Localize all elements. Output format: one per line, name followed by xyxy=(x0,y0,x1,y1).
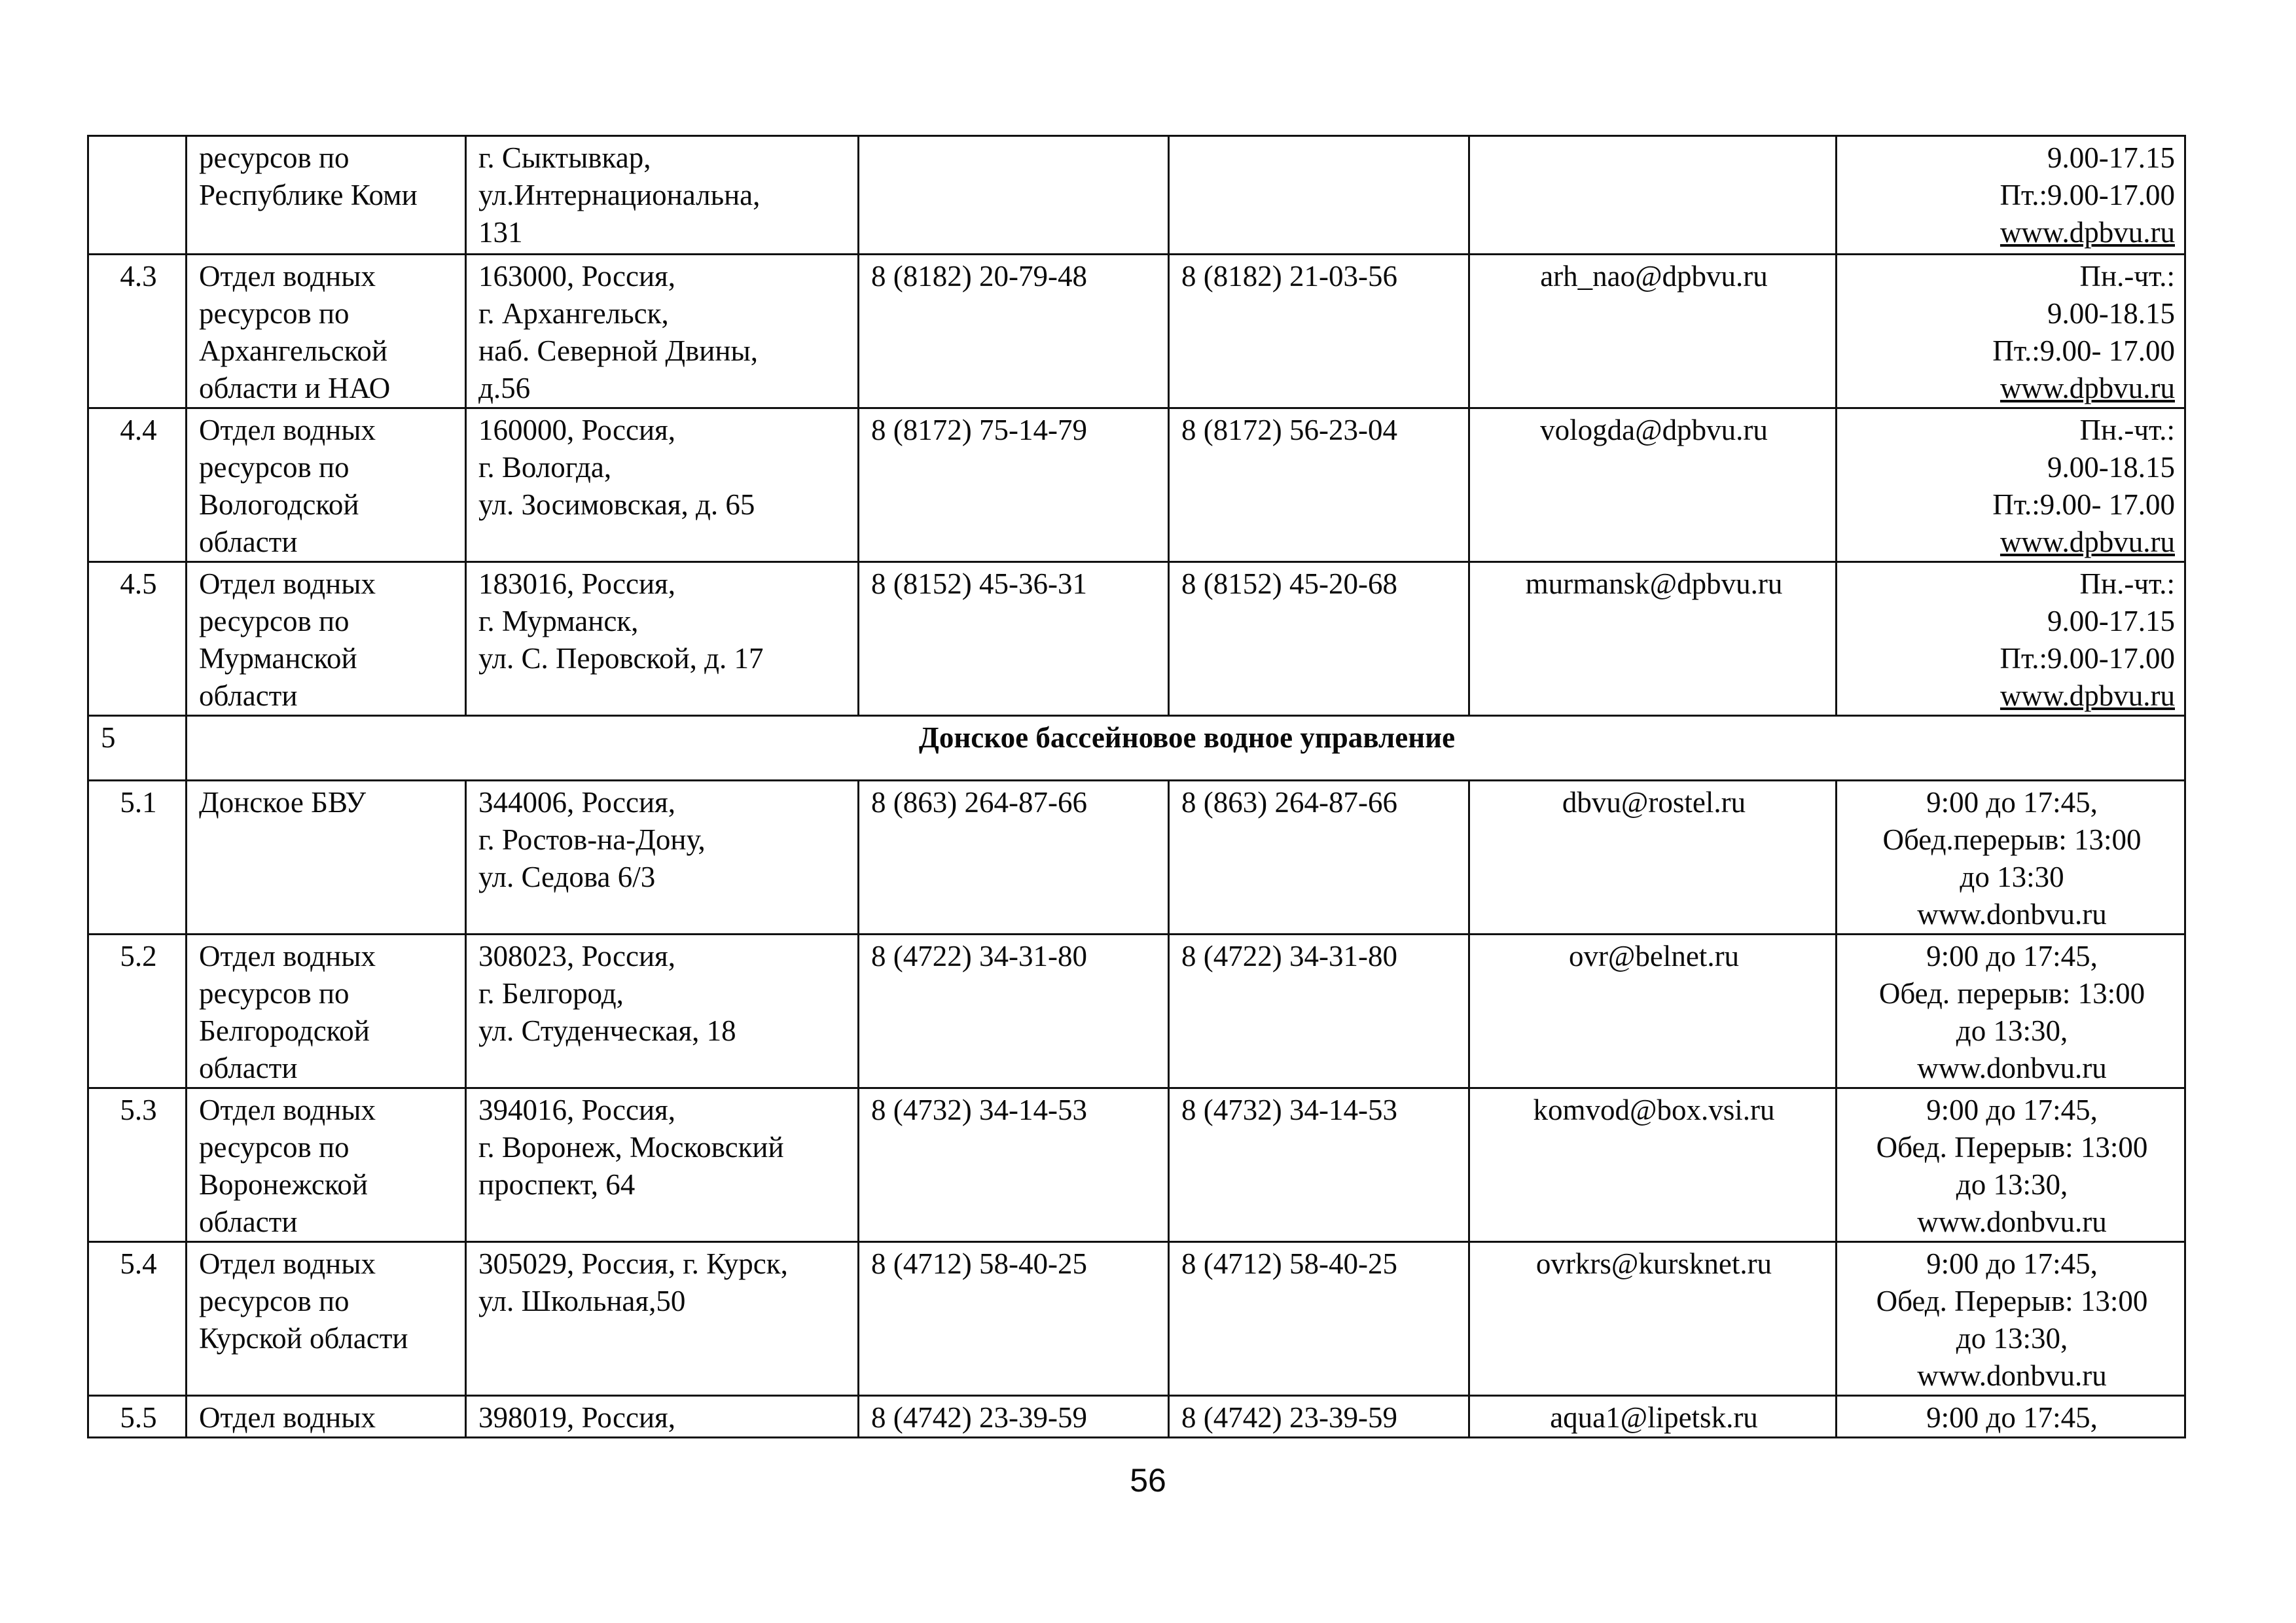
office-address: 305029, Россия, г. Курск, ул. Школьная,50 xyxy=(466,1242,859,1396)
working-hours: 9:00 до 17:45, Обед. Перерыв: 13:00 до 13:30, www.donbvu.ru xyxy=(1837,1088,2185,1242)
fax-number: 8 (863) 264-87-66 xyxy=(1169,781,1469,935)
row-number: 4.3 xyxy=(88,255,187,408)
table-row xyxy=(88,562,2185,716)
row-number: 5.2 xyxy=(88,935,187,1088)
office-name: Отдел водных ресурсов по Мурманской области xyxy=(187,562,466,716)
fax-number xyxy=(1169,136,1469,255)
office-name: Отдел водных ресурсов по Архангельской области и НАО xyxy=(187,255,466,408)
row-number: 5.3 xyxy=(88,1088,187,1242)
fax-number: 8 (4732) 34-14-53 xyxy=(1169,1088,1469,1242)
phone-number: 8 (8172) 75-14-79 xyxy=(859,408,1169,562)
email-address: komvod@box.vsi.ru xyxy=(1469,1088,1837,1242)
table-row xyxy=(88,1396,2185,1438)
working-hours: 9.00-17.15 Пт.:9.00-17.00 www.dpbvu.ru xyxy=(1837,136,2185,255)
fax-number: 8 (8152) 45-20-68 xyxy=(1169,562,1469,716)
email-address xyxy=(1469,136,1837,255)
page-number: 56 xyxy=(1130,1462,1166,1499)
email-address: aqua1@lipetsk.ru xyxy=(1469,1396,1837,1438)
office-address: 394016, Россия, г. Воронеж, Московский проспект, 64 xyxy=(466,1088,859,1242)
row-number: 4.4 xyxy=(88,408,187,562)
phone-number: 8 (4742) 23-39-59 xyxy=(859,1396,1169,1438)
row-number: 5.1 xyxy=(88,781,187,935)
working-hours: 9:00 до 17:45, Обед. перерыв: 13:00 до 13:30, www.donbvu.ru xyxy=(1837,935,2185,1088)
website-link: www.dpbvu.ru xyxy=(2000,372,2175,404)
section-title: Донское бассейновое водное управление xyxy=(187,716,2185,781)
fax-number: 8 (4712) 58-40-25 xyxy=(1169,1242,1469,1396)
phone-number: 8 (863) 264-87-66 xyxy=(859,781,1169,935)
row-number: 5.5 xyxy=(88,1396,187,1438)
row-number: 5.4 xyxy=(88,1242,187,1396)
phone-number: 8 (4732) 34-14-53 xyxy=(859,1088,1169,1242)
working-hours: Пн.-чт.: 9.00-17.15 Пт.:9.00-17.00 www.dpbvu.ru xyxy=(1837,562,2185,716)
water-resources-directory-table xyxy=(87,135,2186,1438)
section-header-row xyxy=(88,716,2185,781)
website-link: www.donbvu.ru xyxy=(1917,1205,2107,1238)
office-address: 163000, Россия, г. Архангельск, наб. Северной Двины, д.56 xyxy=(466,255,859,408)
office-address: 344006, Россия, г. Ростов-на-Дону, ул. Седова 6/3 xyxy=(466,781,859,935)
website-link: www.donbvu.ru xyxy=(1917,1052,2107,1084)
phone-number xyxy=(859,136,1169,255)
table-row xyxy=(88,1088,2185,1242)
website-link: www.dpbvu.ru xyxy=(2000,216,2175,249)
website-link: www.dpbvu.ru xyxy=(2000,679,2175,712)
office-name: Отдел водных ресурсов по Белгородской области xyxy=(187,935,466,1088)
table-row xyxy=(88,255,2185,408)
office-name: Отдел водных ресурсов по Воронежской области xyxy=(187,1088,466,1242)
office-name: Донское БВУ xyxy=(187,781,466,935)
working-hours: 9:00 до 17:45, xyxy=(1837,1396,2185,1438)
row-number xyxy=(88,136,187,255)
working-hours: 9:00 до 17:45, Обед. Перерыв: 13:00 до 13:30, www.donbvu.ru xyxy=(1837,1242,2185,1396)
table-row xyxy=(88,935,2185,1088)
table-row xyxy=(88,136,2185,255)
working-hours: Пн.-чт.: 9.00-18.15 Пт.:9.00- 17.00 www.dpbvu.ru xyxy=(1837,408,2185,562)
section-number: 5 xyxy=(88,716,187,781)
row-number: 4.5 xyxy=(88,562,187,716)
office-address: 398019, Россия, xyxy=(466,1396,859,1438)
email-address: murmansk@dpbvu.ru xyxy=(1469,562,1837,716)
office-name: ресурсов по Республике Коми xyxy=(187,136,466,255)
website-link: www.dpbvu.ru xyxy=(2000,526,2175,558)
office-address: 308023, Россия, г. Белгород, ул. Студенческая, 18 xyxy=(466,935,859,1088)
website-link: www.donbvu.ru xyxy=(1917,1359,2107,1392)
fax-number: 8 (4742) 23-39-59 xyxy=(1169,1396,1469,1438)
phone-number: 8 (8182) 20-79-48 xyxy=(859,255,1169,408)
fax-number: 8 (8172) 56-23-04 xyxy=(1169,408,1469,562)
email-address: ovrkrs@kursknet.ru xyxy=(1469,1242,1837,1396)
fax-number: 8 (4722) 34-31-80 xyxy=(1169,935,1469,1088)
phone-number: 8 (4712) 58-40-25 xyxy=(859,1242,1169,1396)
office-name: Отдел водных xyxy=(187,1396,466,1438)
working-hours: Пн.-чт.: 9.00-18.15 Пт.:9.00- 17.00 www.dpbvu.ru xyxy=(1837,255,2185,408)
phone-number: 8 (8152) 45-36-31 xyxy=(859,562,1169,716)
website-link: www.donbvu.ru xyxy=(1917,898,2107,931)
office-address: 160000, Россия, г. Вологда, ул. Зосимовская, д. 65 xyxy=(466,408,859,562)
phone-number: 8 (4722) 34-31-80 xyxy=(859,935,1169,1088)
office-address: 183016, Россия, г. Мурманск, ул. С. Перовской, д. 17 xyxy=(466,562,859,716)
table-row xyxy=(88,408,2185,562)
office-name: Отдел водных ресурсов по Вологодской области xyxy=(187,408,466,562)
email-address: dbvu@rostel.ru xyxy=(1469,781,1837,935)
email-address: arh_nao@dpbvu.ru xyxy=(1469,255,1837,408)
fax-number: 8 (8182) 21-03-56 xyxy=(1169,255,1469,408)
office-name: Отдел водных ресурсов по Курской области xyxy=(187,1242,466,1396)
office-address: г. Сыктывкар, ул.Интернациональна, 131 xyxy=(466,136,859,255)
table-row xyxy=(88,781,2185,935)
email-address: ovr@belnet.ru xyxy=(1469,935,1837,1088)
table-row xyxy=(88,1242,2185,1396)
email-address: vologda@dpbvu.ru xyxy=(1469,408,1837,562)
working-hours: 9:00 до 17:45, Обед.перерыв: 13:00 до 13:30 www.donbvu.ru xyxy=(1837,781,2185,935)
